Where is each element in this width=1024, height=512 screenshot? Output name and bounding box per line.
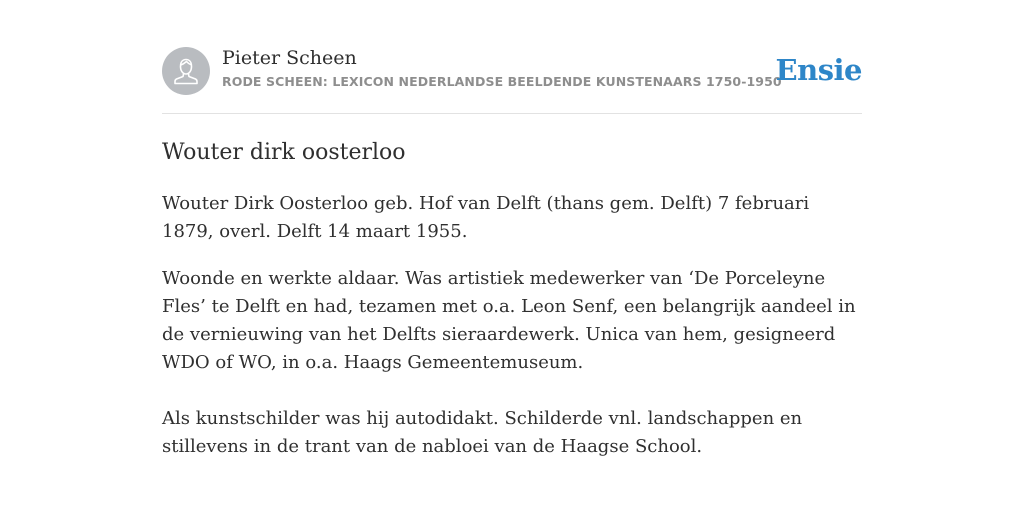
user-icon xyxy=(162,47,210,95)
header-divider xyxy=(162,113,862,114)
ensie-logo[interactable]: Ensie xyxy=(775,53,862,87)
author-avatar[interactable] xyxy=(162,47,210,95)
article-paragraph: Als kunstschilder was hij autodidakt. Schilderde vnl. landschappen en stillevens in de trant van de nabloei van de Haagse School. xyxy=(162,408,803,457)
article-header xyxy=(162,46,862,96)
source-title[interactable]: RODE SCHEEN: LEXICON NEDERLANDSE BEELDENDE KUNSTENAARS 1750-1950 xyxy=(222,74,782,89)
article-paragraph: Woonde en werkte aldaar. Was artistiek medewerker van ‘De Porceleyne Fles’ te Delft en had, tezamen met o.a. Leon Senf, een belangrijk aandeel in de vernieuwing van het Delfts sieraardewerk. Unica van hem, gesigneerd WDO of WO, in o.a. Haags Gemeentemuseum. xyxy=(162,268,856,373)
article-body xyxy=(162,190,862,461)
author-name[interactable]: Pieter Scheen xyxy=(222,47,357,69)
article-paragraph: Wouter Dirk Oosterloo geb. Hof van Delft (thans gem. Delft) 7 februari 1879, overl. Delft 14 maart 1955. xyxy=(162,193,810,242)
article-title: Wouter dirk oosterloo xyxy=(162,140,406,165)
